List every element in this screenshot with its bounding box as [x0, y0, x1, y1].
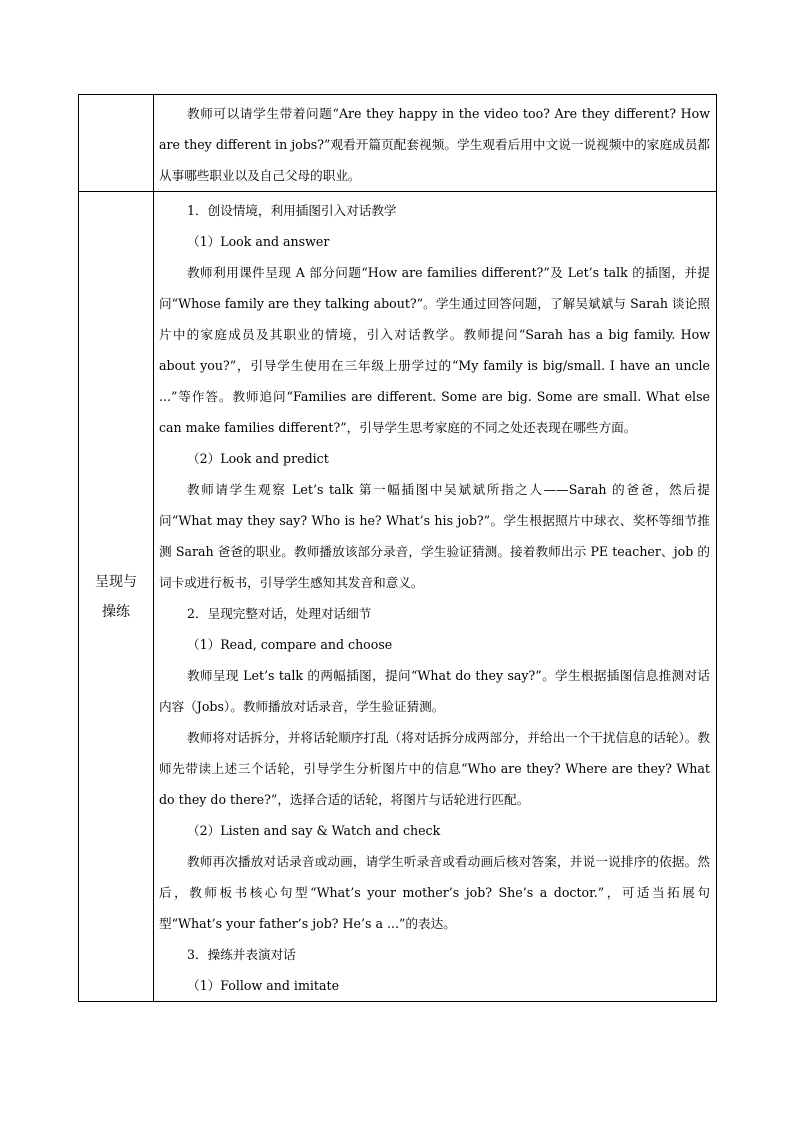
row-content	[154, 192, 717, 1002]
paragraph: 教师将对话拆分，并将话轮顺序打乱（将对话拆分成两部分，并给出一个干扰信息的话轮）。教师先带读上述三个话轮，引导学生分析图片中的信息“Who are they? Where are they? What do they do there?”，选择合适的话轮，将图片与话轮进行匹配。	[159, 730, 710, 807]
paragraph: 教师呈现 Let’s talk 的两幅插图，提问“What do they say?”。学生根据插图信息推测对话内容（Jobs）。教师播放对话录音，学生验证猜测。	[159, 668, 710, 714]
row-label-empty	[79, 95, 154, 192]
row-content	[154, 95, 717, 192]
subsection-heading: （2）Listen and say & Watch and check	[187, 823, 441, 838]
paragraph: 教师请学生观察 Let’s talk 第一幅插图中吴斌斌所指之人——Sarah 的爸爸，然后提问“What may they say? Who is he? What’s his job?”。学生根据照片中球衣、奖杯等细节推测 Sarah 爸爸的职业。教师播放该部分录音，学生验证猜测。接着教师出示 PE teacher、job 的词卡或进行板书，引导学生感知其发音和意义。	[159, 482, 710, 590]
subsection-heading: （1）Read, compare and choose	[187, 637, 393, 652]
subsection-heading: （2）Look and predict	[187, 451, 329, 466]
paragraph: 教师可以请学生带着问题“Are they happy in the video too? Are they different? How are they different in jobs?”观看开篇页配套视频。学生观看后用中文说一说视频中的家庭成员都从事哪些职业以及自己父母的职业。	[159, 106, 710, 183]
section-heading: 3．操练并表演对话	[187, 947, 296, 962]
paragraph: 教师利用课件呈现 A 部分问题“How are families different?”及 Let’s talk 的插图，并提问“Whose family are they talking about?”。学生通过回答问题，了解吴斌斌与 Sarah 谈论照片中的家庭成员及其职业的情境，引入对话教学。教师提问“Sarah has a big family. How about you?”，引导学生使用在三年级上册学过的“My family is big/small. I have an uncle ...”等作答。教师追问“Families are different. Some are big. Some are small. What else can make families different?”，引导学生思考家庭的不同之处还表现在哪些方面。	[159, 265, 710, 435]
row-label	[79, 192, 154, 1002]
table-row	[79, 95, 717, 192]
subsection-heading: （1）Look and answer	[187, 234, 330, 249]
table-row	[79, 192, 717, 1002]
row-label-line: 操练	[102, 603, 130, 620]
section-heading: 2．呈现完整对话，处理对话细节	[187, 606, 372, 621]
lesson-plan-table	[78, 94, 717, 1002]
subsection-heading: （1）Follow and imitate	[187, 978, 340, 993]
paragraph: 教师再次播放对话录音或动画，请学生听录音或看动画后核对答案，并说一说排序的依据。然后，教师板书核心句型“What’s your mother’s job? She’s a doctor.”，可适当拓展句型“What’s your father’s job? He’s a ...”的表达。	[159, 854, 710, 931]
row-label-line: 呈现与	[95, 573, 137, 590]
section-heading: 1．创设情境，利用插图引入对话教学	[187, 203, 397, 218]
